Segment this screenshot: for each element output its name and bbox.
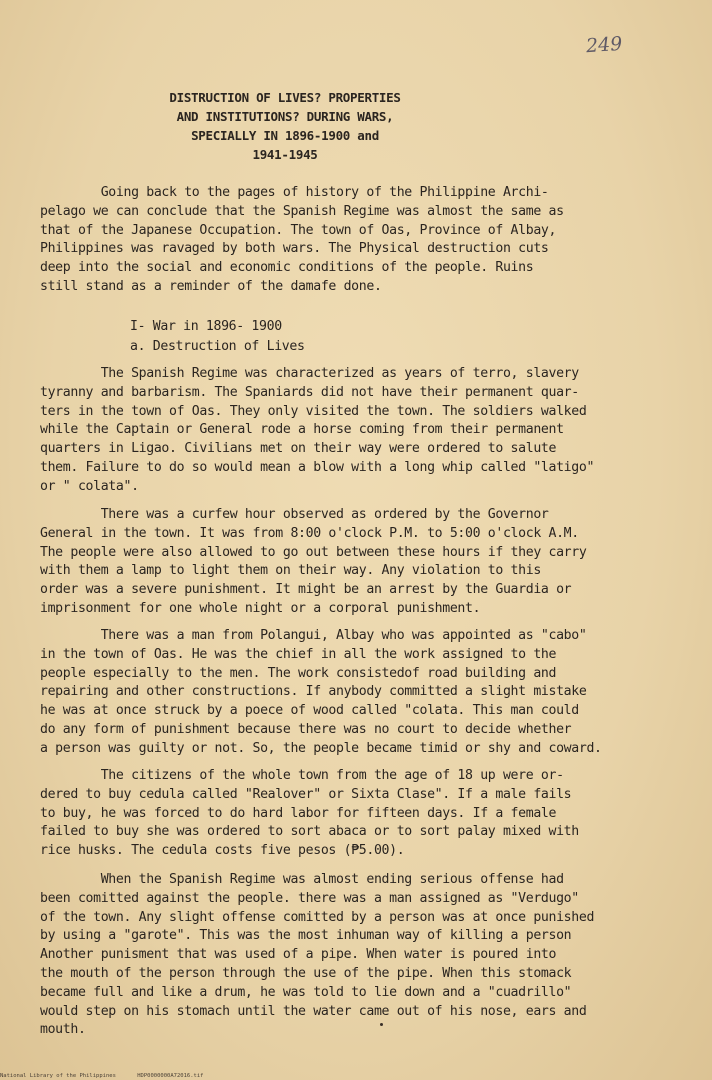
ink-speck — [380, 1023, 383, 1026]
text-line: Another punisment that was used of a pipe. When water is poured into — [40, 947, 557, 963]
text-line: ters in the town of Oas. They only visited the town. The soldiers walked — [40, 403, 587, 419]
paragraph-cabo — [40, 627, 700, 759]
intro-paragraph — [40, 184, 700, 297]
text-line: repairing and other constructions. If anybody committed a slight mistake — [40, 684, 587, 700]
text-line: The citizens of the whole town from the age of 18 up were or- — [40, 768, 564, 783]
scan-footer — [0, 1073, 221, 1079]
text-line: would step on his stomach until the water came out of his nose, ears and — [40, 1003, 587, 1019]
text-line: pelago we can conclude that the Spanish Regime was almost the same as — [40, 203, 564, 219]
text-line: in the town of Oas. He was the chief in all the work assigned to the — [40, 646, 557, 662]
text-line: to buy, he was forced to do hard labor for fifteen days. If a female — [40, 805, 557, 821]
text-line: that of the Japanese Occupation. The town of Oas, Province of Albay, — [40, 222, 557, 238]
text-line: rice husks. The cedula costs five pesos (₱5.00). — [40, 843, 405, 859]
text-line: tyranny and barbarism. The Spaniards did not have their permanent quar- — [40, 384, 579, 400]
text-line: a person was guilty or not. So, the people became timid or shy and coward. — [40, 740, 602, 756]
text-line: General in the town. It was from 8:00 o'clock P.M. to 5:00 o'clock A.M. — [40, 525, 579, 541]
title-line: SPECIALLY IN 1896-1900 and — [191, 128, 379, 143]
text-line: mouth. — [40, 1022, 86, 1038]
footer-source: National Library of the Philippines — [0, 1073, 116, 1079]
text-line: There was a curfew hour observed as ordered by the Governor — [40, 507, 549, 522]
text-line: quarters in Ligao. Civilians met on their way were ordered to salute — [40, 441, 557, 457]
text-line: been comitted against the people. there was a man assigned as "Verdugo" — [40, 890, 579, 906]
text-line: with them a lamp to light them on their way. Any violation to this — [40, 563, 541, 579]
paragraph-cedula — [40, 767, 700, 861]
section-subheading: a. Destruction of Lives — [130, 339, 305, 354]
text-line: Philippines was ravaged by both wars. The Physical destruction cuts — [40, 241, 549, 257]
handwritten-page-number: 249 — [585, 32, 623, 58]
text-line: imprisonment for one whole night or a corporal punishment. — [40, 600, 481, 616]
paragraph-curfew — [40, 506, 700, 619]
text-line: by using a "garote". This was the most inhuman way of killing a person — [40, 928, 572, 944]
section-heading-block — [130, 317, 305, 357]
title-line: DISTRUCTION OF LIVES? PROPERTIES — [169, 90, 401, 105]
text-line: the mouth of the person through the use of the pipe. When this stomack — [40, 965, 572, 981]
title-line: 1941-1945 — [252, 147, 318, 162]
document-title — [130, 88, 440, 164]
text-line: them. Failure to do so would mean a blow with a long whip called "latigo" — [40, 459, 595, 475]
text-line: The Spanish Regime was characterized as years of terro, slavery — [40, 366, 579, 381]
text-line: deep into the social and economic conditions of the people. Ruins — [40, 260, 534, 276]
text-line: of the town. Any slight offense comitted by a person was at once punished — [40, 909, 595, 925]
text-line: There was a man from Polangui, Albay who was appointed as "cabo" — [40, 628, 587, 643]
text-line: When the Spanish Regime was almost ending serious offense had — [40, 872, 564, 887]
text-line: Going back to the pages of history of the Philippine Archi- — [40, 185, 549, 200]
text-line: became full and like a drum, he was told to lie down and a "cuadrillo" — [40, 984, 572, 1000]
title-line: AND INSTITUTIONS? DURING WARS, — [176, 109, 394, 124]
text-line: do any form of punishment because there was no court to decide whether — [40, 721, 572, 737]
text-line: people especially to the men. The work consistedof road building and — [40, 665, 557, 681]
text-line: or " colata". — [40, 478, 139, 494]
text-line: while the Captain or General rode a horse coming from their permanent — [40, 422, 564, 438]
text-line: failed to buy she was ordered to sort abaca or to sort palay mixed with — [40, 824, 579, 840]
text-line: still stand as a reminder of the damafe done. — [40, 278, 382, 294]
paragraph-verdugo — [40, 871, 700, 1040]
text-line: dered to buy cedula called "Realover" or Sixta Clase". If a male fails — [40, 786, 572, 802]
text-line: The people were also allowed to go out between these hours if they carry — [40, 544, 587, 560]
text-line: he was at once struck by a poece of wood called "colata. This man could — [40, 703, 579, 719]
paragraph-spanish-regime — [40, 365, 700, 497]
section-heading: I- War in 1896- 1900 — [130, 319, 282, 334]
text-line: order was a severe punishment. It might be an arrest by the Guardia or — [40, 582, 572, 598]
footer-file-id: HDP0000000A72016.tif — [137, 1073, 204, 1079]
